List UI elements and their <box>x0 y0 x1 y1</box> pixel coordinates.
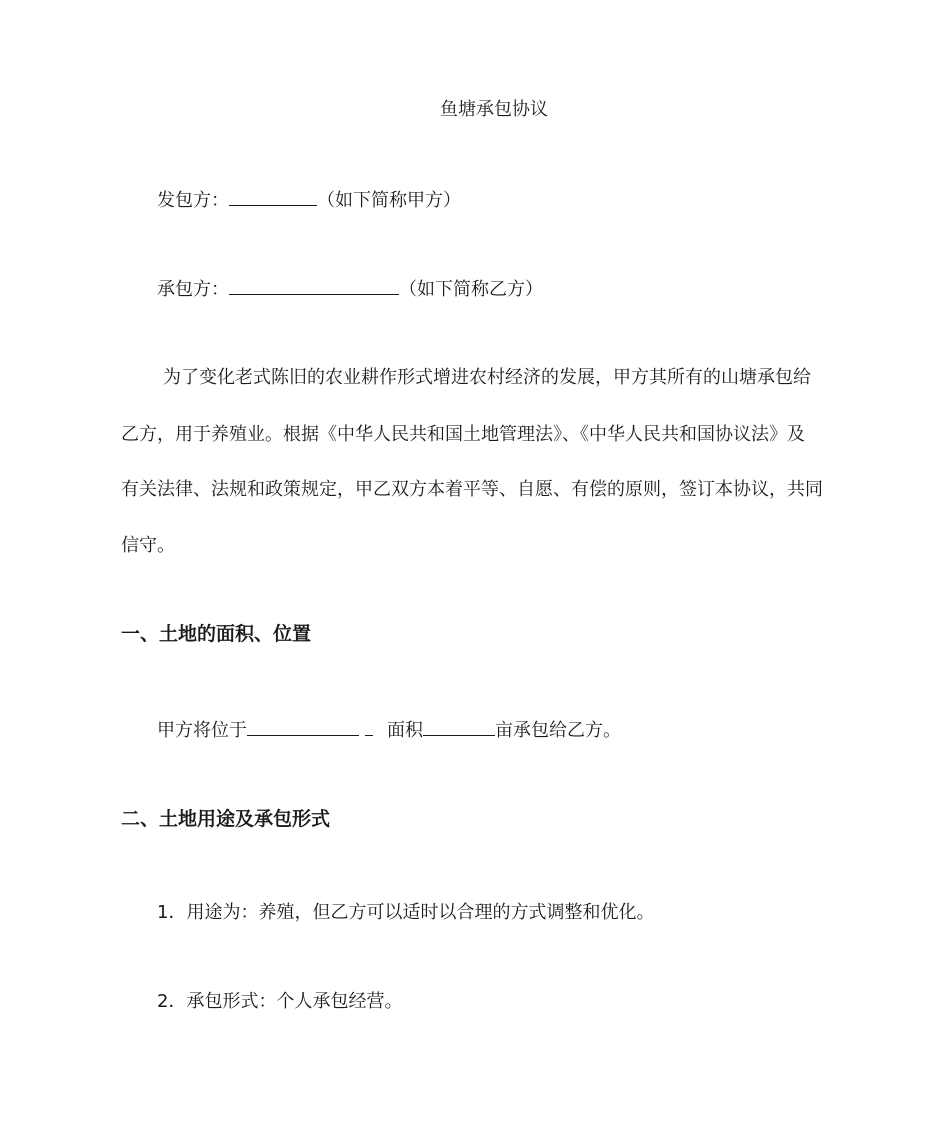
party-a-line <box>157 187 461 213</box>
party-a-label: 发包方： <box>157 190 229 211</box>
section-2-heading: 二、土地用途及承包形式 <box>121 808 331 830</box>
area-suffix: 亩承包给乙方。 <box>495 720 621 741</box>
area-label: 面积 <box>387 720 423 741</box>
party-b-suffix: （如下简称乙方） <box>399 279 543 300</box>
section-2-item-1: 1．用途为：养殖，但乙方可以适时以合理的方式调整和优化。 <box>157 902 655 923</box>
section-1-heading: 一、土地的面积、位置 <box>121 623 312 645</box>
preamble-line-1: 为了变化老式陈旧的农业耕作形式增进农村经济的发展，甲方其所有的山塘承包给 <box>163 367 811 388</box>
party-a-blank <box>229 187 317 206</box>
preamble-line-2: 乙方，用于养殖业。根据《中华人民共和国土地管理法》、《中华人民共和国协议法》及 <box>121 424 805 445</box>
preamble-line-3: 有关法律、法规和政策规定，甲乙双方本着平等、自愿、有偿的原则，签订本协议，共同 <box>121 479 823 500</box>
location-blank-extra <box>365 717 373 736</box>
section-2-item-2: 2．承包形式：个人承包经营。 <box>157 991 403 1012</box>
party-b-label: 承包方： <box>157 279 229 300</box>
section-1-text <box>157 717 621 743</box>
party-b-blank <box>229 276 399 295</box>
document-title: 鱼塘承包协议 <box>440 99 548 120</box>
party-b-line <box>157 276 543 302</box>
area-blank <box>423 717 495 736</box>
location-label: 甲方将位于 <box>157 720 247 741</box>
preamble-line-4: 信守。 <box>121 535 175 556</box>
location-blank <box>247 717 359 736</box>
party-a-suffix: （如下简称甲方） <box>317 190 461 211</box>
